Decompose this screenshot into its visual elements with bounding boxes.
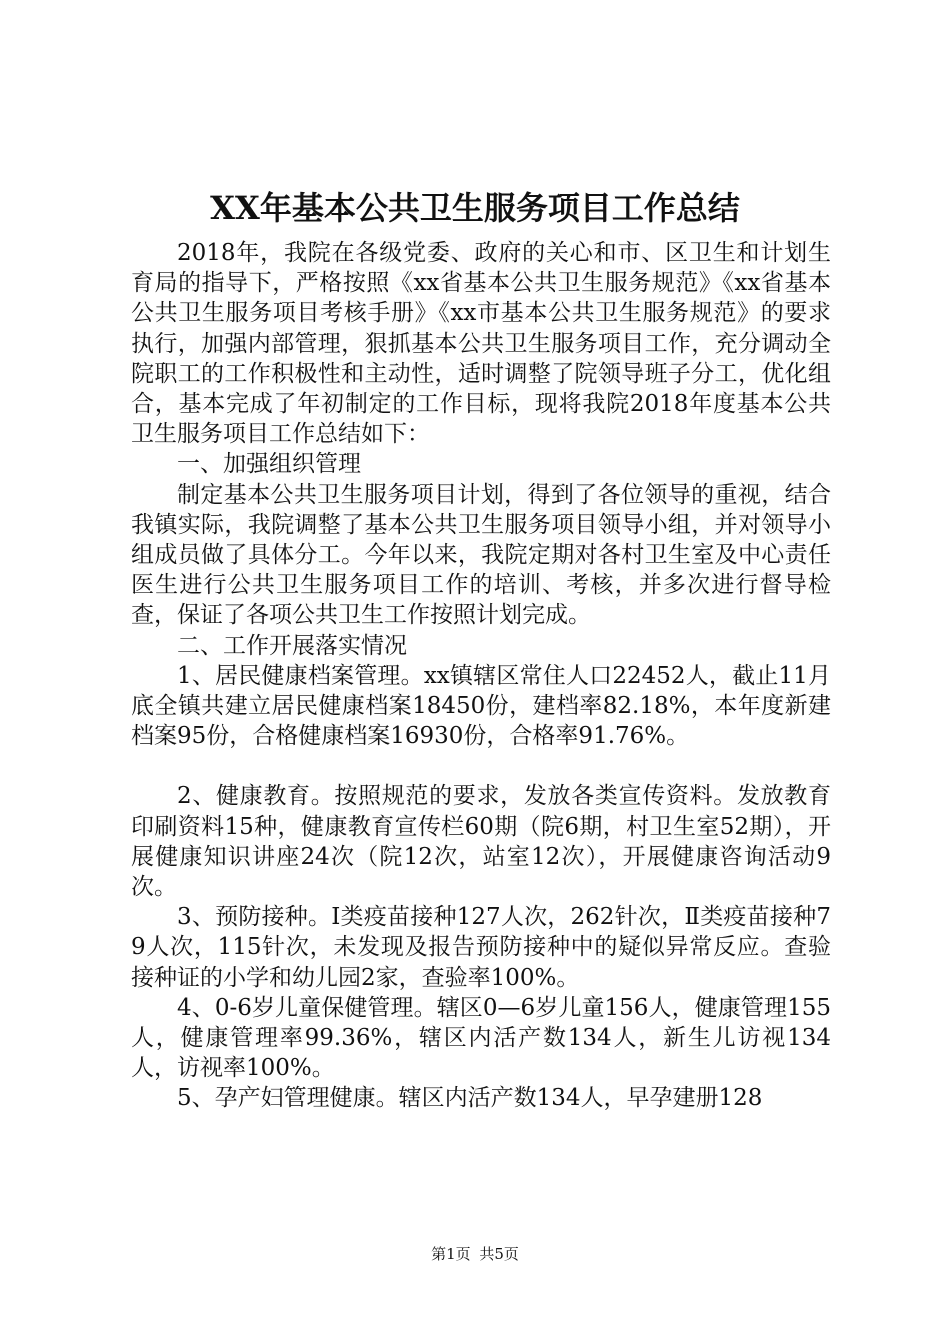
organization-paragraph: 制定基本公共卫生服务项目计划，得到了各位领导的重视，结合我镇实际，我院调整了基本公共卫生服务项目领导小组，并对领导小组成员做了具体分工。今年以来，我院定期对各村卫生室及中心责任医生进行公共卫生服务项目工作的培训、考核，并多次进行督导检查，保证了各项公共卫生工作按照计划完成。	[131, 481, 831, 629]
section-heading-implementation: 二、工作开展落实情况	[177, 632, 407, 659]
document-body	[131, 238, 831, 1114]
document-title: XX年基本公共卫生服务项目工作总结	[210, 189, 740, 227]
vaccination-paragraph: 3、预防接种。Ⅰ类疫苗接种127人次，262针次，Ⅱ类疫苗接种79人次，115针次，未发现及报告预防接种中的疑似异常反应。查验接种证的小学和幼儿园2家，查验率100%。	[131, 904, 831, 991]
maternal-health-paragraph: 5、孕产妇管理健康。辖区内活产数134人，早孕建册128	[177, 1085, 763, 1112]
page-total: 共5页	[479, 1245, 519, 1263]
section-heading-organization: 一、加强组织管理	[177, 451, 361, 478]
page-footer	[0, 1244, 950, 1264]
intro-paragraph: 2018年，我院在各级党委、政府的关心和市、区卫生和计划生育局的指导下，严格按照《xx省基本公共卫生服务规范》《xx省基本公共卫生服务项目考核手册》《xx市基本公共卫生服务规范》的要求执行，加强内部管理，狠抓基本公共卫生服务项目工作，充分调动全院职工的工作积极性和主动性，适时调整了院领导班子分工，优化组合，基本完成了年初制定的工作目标，现将我院2018年度基本公共卫生服务项目工作总结如下：	[131, 240, 831, 448]
health-records-paragraph: 1、居民健康档案管理。xx镇辖区常住人口22452人，截止11月底全镇共建立居民健康档案18450份，建档率82.18%，本年度新建档案95份，合格健康档案16930份，合格率91.76%。	[131, 662, 831, 750]
health-education-paragraph: 2、健康教育。按照规范的要求，发放各类宣传资料。发放教育印刷资料15种，健康教育宣传栏60期（院6期，村卫生室52期），开展健康知识讲座24次（院12次，站室12次），开展健康咨询活动9次。	[131, 783, 831, 901]
child-health-paragraph: 4、0-6岁儿童保健管理。辖区0—6岁儿童156人，健康管理155人，健康管理率99.36%，辖区内活产数134人，新生儿访视134人，访视率100%。	[131, 994, 831, 1082]
page-number: 第1页	[431, 1245, 471, 1263]
paragraph-spacer	[131, 751, 831, 781]
